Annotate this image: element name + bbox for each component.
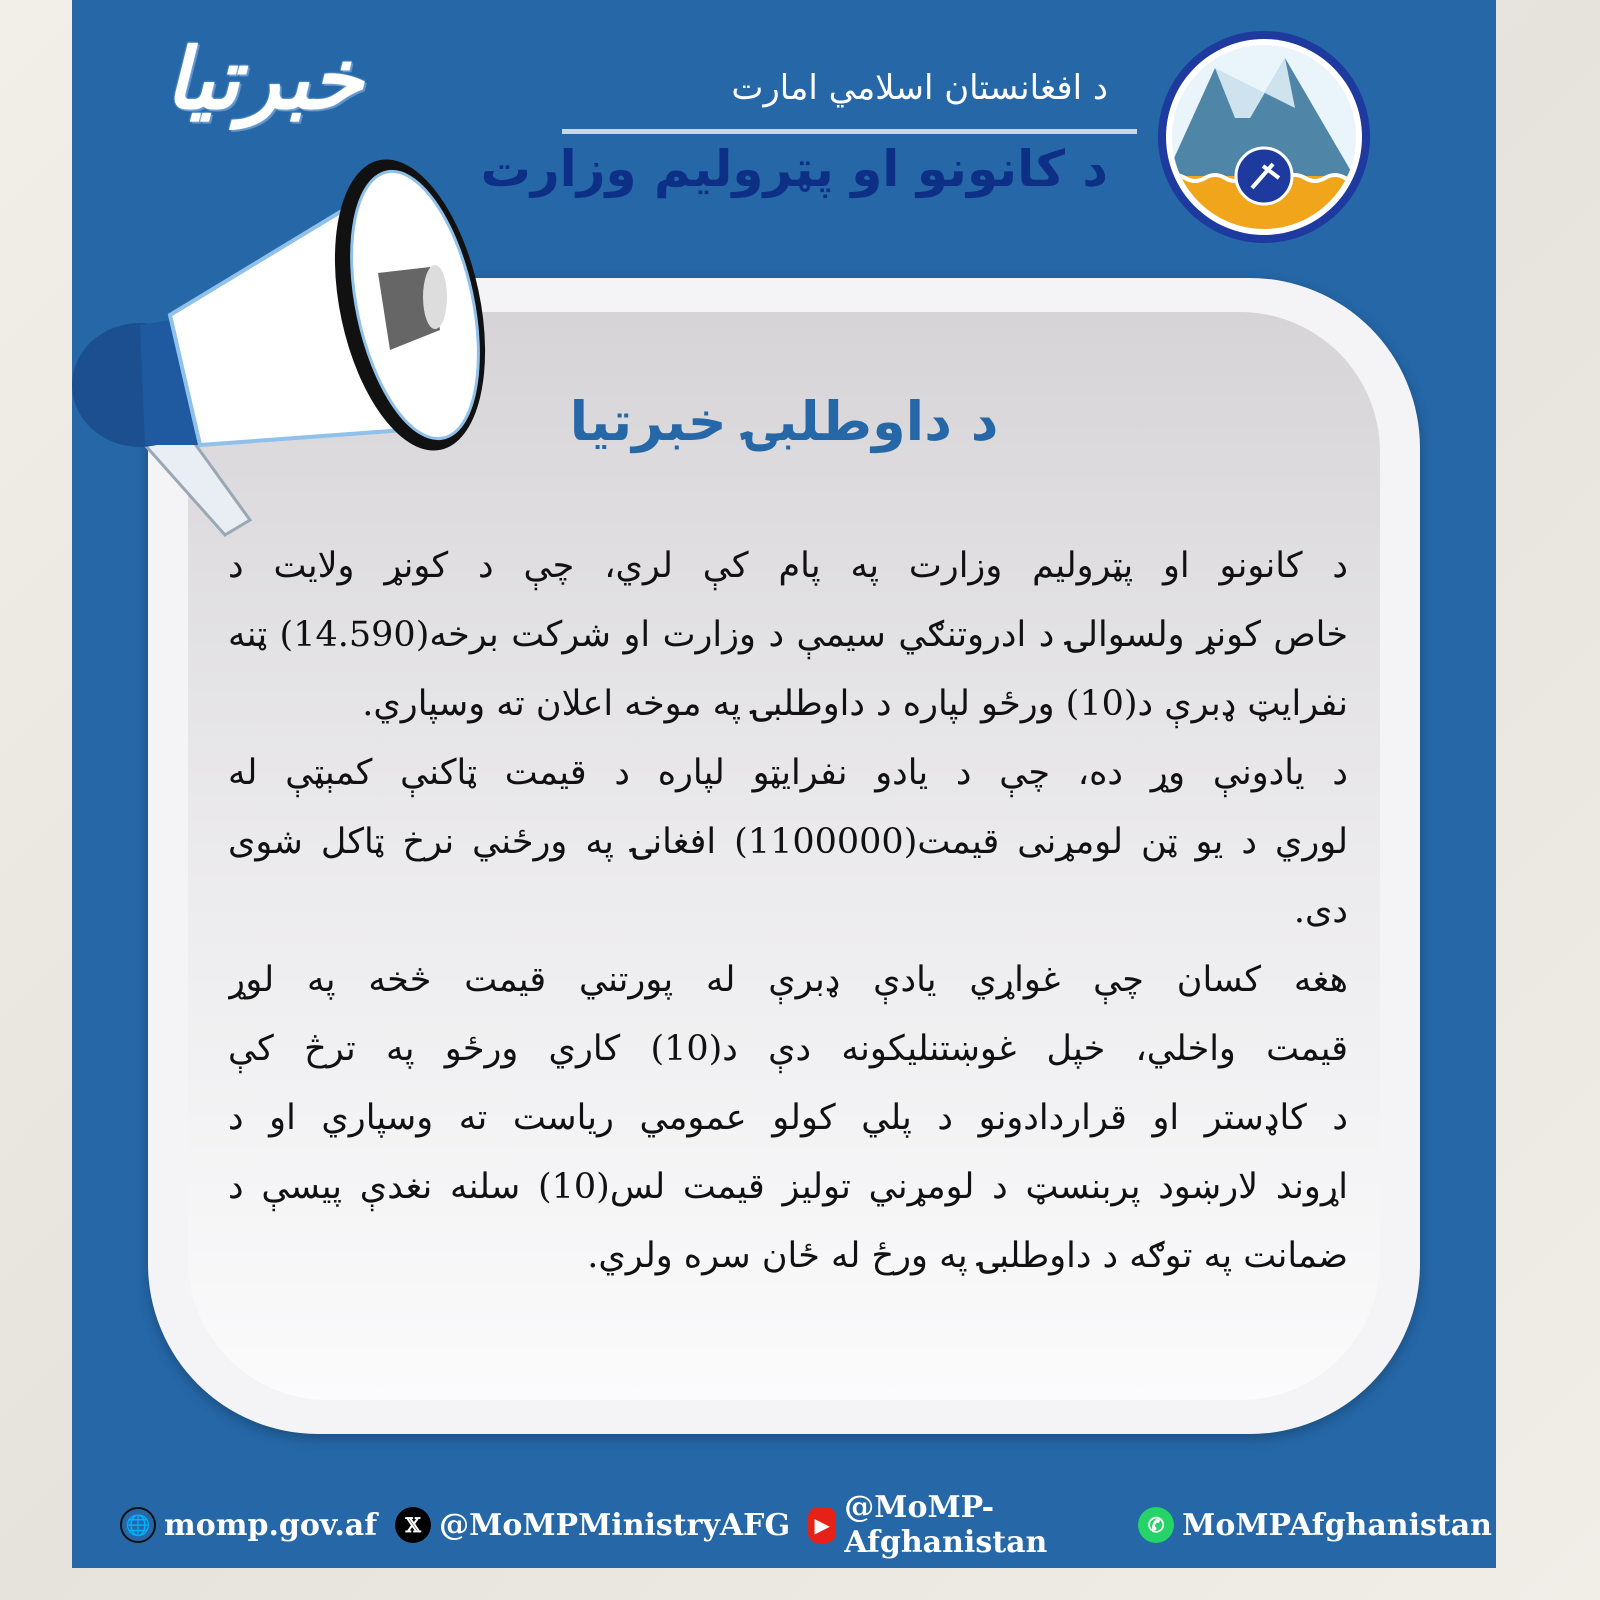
notice-body: [228, 532, 1348, 1291]
website-link[interactable]: momp.gov.af: [164, 1507, 378, 1543]
header-divider: [562, 129, 1137, 134]
body-line: نفرایټ ډبرې د(10) ورځو لپاره د داوطلبۍ په موخه اعلان ته وسپاري.: [362, 684, 1348, 724]
youtube-icon: ▶: [808, 1507, 836, 1543]
body-line: لوري د یو ټن لومړنی قیمت(1100000) افغانۍ په ورځني نرخ ټاکل شوی: [228, 822, 1348, 862]
ministry-name: د کانونو او پټرولیم وزارت: [480, 140, 1108, 198]
body-line: اړوند لارښود پربنسټ د لومړني تولیز قیمت لس(10) سلنه نغدې پیسې د: [228, 1167, 1348, 1207]
government-name: د افغانستان اسلامي امارت: [731, 68, 1108, 108]
youtube-handle[interactable]: @MoMP-Afghanistan: [844, 1490, 1048, 1560]
brand-logo-text: خبرتیا: [165, 30, 363, 128]
footer-youtube[interactable]: [808, 1490, 1120, 1560]
body-line: هغه کسان چې غواړي یادې ډبرې له پورتني قیمت څخه په لوړ: [228, 960, 1348, 1000]
x-icon: 𝕏: [395, 1507, 431, 1543]
body-line: د کانونو او پټرولیم وزارت په پام کې لري، چې د کونړ ولایت د: [228, 546, 1348, 586]
footer-contacts: [120, 1490, 1500, 1560]
megaphone-icon: [60, 145, 510, 545]
body-line: خاص کونړ ولسوالۍ د ادروتنګي سیمې د وزارت او شرکت برخه(14.590) ټنه: [228, 615, 1348, 655]
notice-title: د داوطلبۍ خبرتیا: [569, 390, 999, 453]
body-line: د کاډستر او قراردادونو د پلي کولو عمومي ریاست ته وسپاري او د: [228, 1098, 1348, 1138]
footer-website[interactable]: [120, 1507, 377, 1543]
body-line: قیمت واخلي، خپل غوښتنلیکونه دې د(10) کاري ورځو په ترڅ کې: [228, 1029, 1348, 1069]
whatsapp-icon: ✆: [1138, 1507, 1174, 1543]
ministry-logo: [1155, 28, 1373, 246]
whatsapp-handle[interactable]: MoMPAfghanistan: [1182, 1507, 1492, 1543]
footer-x[interactable]: [395, 1507, 790, 1543]
body-line: ضمانت په توګه د داوطلبۍ په ورځ له ځان سره ولري.: [587, 1236, 1348, 1276]
body-line: د یادونې وړ ده، چې د یادو نفرایټو لپاره د قیمت ټاکنې کمېټې له: [228, 753, 1348, 793]
globe-icon: 🌐: [120, 1507, 156, 1543]
x-handle[interactable]: @MoMPMinistryAFG: [439, 1507, 791, 1543]
body-line: دی.: [1293, 891, 1348, 931]
footer-whatsapp[interactable]: [1138, 1507, 1492, 1543]
